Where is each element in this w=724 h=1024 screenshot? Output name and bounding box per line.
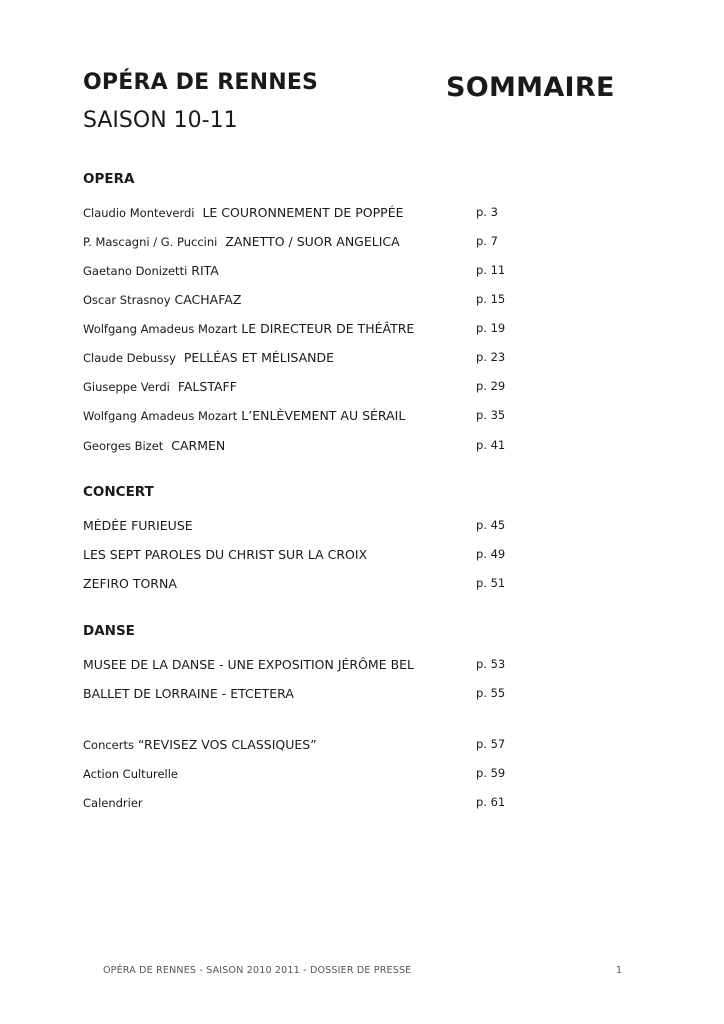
work-title: PELLÉAS ET MÉLISANDE <box>183 350 335 365</box>
toc-entry <box>83 686 523 704</box>
page-reference: p. 35 <box>476 408 506 422</box>
season-label: SAISON 10-11 <box>83 108 238 133</box>
composer-name: Gaetano Donizetti <box>83 264 188 278</box>
work-title: FALSTAFF <box>177 379 237 394</box>
page-reference: p. 3 <box>476 205 498 219</box>
page-reference: p. 7 <box>476 234 498 248</box>
organization-name: OPÉRA DE RENNES <box>83 70 319 95</box>
work-title: LE COURONNEMENT DE POPPÉE <box>202 205 404 220</box>
page-reference: p. 11 <box>476 263 506 277</box>
composer-name: Claude Debussy <box>83 351 176 365</box>
composer-name: Claudio Monteverdi <box>83 206 195 220</box>
toc-entry <box>83 547 523 565</box>
composer-name: Wolfgang Amadeus Mozart <box>83 409 238 423</box>
work-title: MÉDÉE FURIEUSE <box>83 518 193 533</box>
work-title: LE DIRECTEUR DE THÉÂTRE <box>241 321 415 336</box>
toc-entry <box>83 379 523 397</box>
entry-prefix: Calendrier <box>83 796 143 810</box>
work-title: L’ENLÈVEMENT AU SÉRAIL <box>241 408 406 423</box>
toc-entry <box>83 657 523 675</box>
toc-entry <box>83 766 523 784</box>
toc-entry <box>83 263 523 281</box>
toc-entry <box>83 321 523 339</box>
composer-name: Oscar Strasnoy <box>83 293 171 307</box>
section-heading-concert: CONCERT <box>83 484 154 500</box>
work-title: BALLET DE LORRAINE - ETCETERA <box>83 686 294 701</box>
entry-prefix: Concerts <box>83 738 134 752</box>
page-reference: p. 29 <box>476 379 506 393</box>
work-title: “REVISEZ VOS CLASSIQUES” <box>137 737 317 752</box>
toc-entry <box>83 234 523 252</box>
page-reference: p. 53 <box>476 657 506 671</box>
toc-entry <box>83 438 523 456</box>
page-reference: p. 61 <box>476 795 506 809</box>
composer-name: P. Mascagni / G. Puccini <box>83 235 218 249</box>
work-title: CARMEN <box>171 438 226 453</box>
work-title: MUSEE DE LA DANSE - UNE EXPOSITION JÉRÔME BEL <box>83 657 415 672</box>
work-title: CACHAFAZ <box>174 292 242 307</box>
toc-entry <box>83 205 523 223</box>
page-reference: p. 59 <box>476 766 506 780</box>
page-reference: p. 45 <box>476 518 506 532</box>
section-heading-danse: DANSE <box>83 623 135 639</box>
work-title: RITA <box>191 263 219 278</box>
work-title: LES SEPT PAROLES DU CHRIST SUR LA CROIX <box>83 547 368 562</box>
toc-entry <box>83 795 523 813</box>
toc-entry <box>83 518 523 536</box>
entry-prefix: Action Culturelle <box>83 767 178 781</box>
composer-name: Georges Bizet <box>83 439 164 453</box>
toc-entry <box>83 350 523 368</box>
toc-entry <box>83 408 523 426</box>
toc-entry <box>83 737 523 755</box>
page-reference: p. 51 <box>476 576 506 590</box>
work-title: ZANETTO / SUOR ANGELICA <box>225 234 400 249</box>
toc-entry <box>83 292 523 310</box>
page-reference: p. 41 <box>476 438 506 452</box>
page-reference: p. 19 <box>476 321 506 335</box>
page-reference: p. 15 <box>476 292 506 306</box>
footer-text: OPÉRA DE RENNES - SAISON 2010 2011 - DOSSIER DE PRESSE <box>103 965 412 976</box>
section-heading-opera: OPERA <box>83 171 135 187</box>
page-number: 1 <box>616 965 623 976</box>
page-reference: p. 57 <box>476 737 506 751</box>
page-reference: p. 23 <box>476 350 506 364</box>
page-reference: p. 49 <box>476 547 506 561</box>
composer-name: Wolfgang Amadeus Mozart <box>83 322 238 336</box>
work-title: ZEFIRO TORNA <box>83 576 177 591</box>
composer-name: Giuseppe Verdi <box>83 380 170 394</box>
page-reference: p. 55 <box>476 686 506 700</box>
page-title: SOMMAIRE <box>446 72 615 103</box>
toc-entry <box>83 576 523 594</box>
